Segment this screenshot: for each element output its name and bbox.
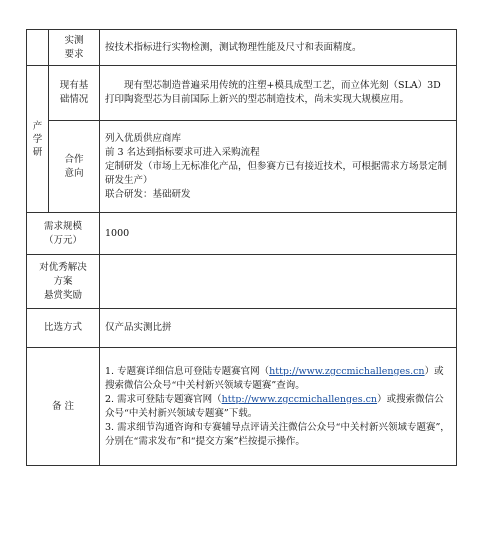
competition-site-link[interactable]: http://www.zgccmichallenges.cn	[269, 365, 425, 377]
notes-value	[100, 348, 457, 466]
row-notes	[27, 348, 457, 466]
note-item-1	[105, 365, 451, 393]
row-selection-method	[27, 309, 457, 348]
reward-value	[100, 255, 457, 309]
cooperation-option: 前 3 名达到指标要求可进入采购流程	[105, 146, 260, 158]
competition-site-link[interactable]: http://www.zgccmichallenges.cn	[221, 393, 378, 405]
test-requirement-label-line2: 要求	[64, 48, 84, 60]
group-label-char-3: 研	[32, 146, 43, 158]
selection-method-value: 仅产品实测比拼	[100, 309, 457, 348]
demand-scale-label-line1: 需求规模	[43, 220, 82, 232]
cooperation-option: 列入优质供应商库	[105, 132, 182, 144]
group-label-char-2: 学	[32, 133, 43, 145]
row-spacer-cell	[27, 30, 49, 66]
industry-academia-research-group-label	[27, 66, 49, 213]
note-2-text-a: 2. 需求可登陆专题赛官网（	[105, 393, 222, 405]
test-requirement-label-line1: 实测	[64, 34, 84, 46]
current-status-label-line2: 础情况	[59, 94, 89, 105]
note-item-3: 3. 需求细节沟通咨询和专赛辅导点评请关注微信公众号“中关村新兴领域专题赛”，分别在“需求发布”和“提交方案”栏按提示操作。	[105, 421, 450, 447]
note-item-2	[105, 393, 451, 421]
row-reward	[27, 255, 457, 309]
cooperation-intent-label-line2: 意向	[64, 167, 84, 179]
reward-label-line2: 方案	[53, 275, 73, 287]
reward-label-line3: 悬赏奖励	[43, 289, 82, 301]
notes-label: 备 注	[27, 348, 100, 466]
current-status-label	[49, 66, 100, 121]
current-status-label-line1: 现有基	[59, 80, 89, 91]
row-test-requirement	[27, 30, 457, 66]
demand-scale-label	[27, 213, 100, 255]
demand-scale-label-line2: （万元）	[43, 234, 82, 246]
reward-label	[27, 255, 100, 309]
row-demand-scale	[27, 213, 457, 255]
cooperation-option: 定制研发（市场上无标准化产品，但参赛方已有接近技术，可根据需求方场景定制研发生产）	[105, 160, 448, 186]
requirement-table	[26, 29, 457, 466]
demand-scale-value: 1000	[100, 213, 457, 255]
group-label-char-1: 产	[32, 120, 43, 132]
row-current-status	[27, 66, 457, 121]
cooperation-intent-value	[100, 121, 457, 213]
cooperation-option: 联合研发：基础研发	[105, 188, 191, 200]
cooperation-intent-label-line1: 合作	[64, 153, 84, 165]
current-status-value	[100, 66, 457, 121]
note-2-text-b: ）或搜索微信公众号“中关村新兴领域专题赛”下载。	[105, 393, 444, 419]
test-requirement-value: 按技术指标进行实物检测，测试物理性能及尺寸和表面精度。	[100, 30, 457, 66]
selection-method-label: 比选方式	[27, 309, 100, 348]
reward-label-line1: 对优秀解决	[39, 261, 87, 273]
note-1-text-b: ）或搜索微信公众号“中关村新兴领域专题赛”查询。	[105, 365, 444, 391]
current-status-text: 现有型芯制造普遍采用传统的注塑+模具成型工艺，而立体光刻（SLA）3D 打印陶瓷型芯为目前国际上新兴的型芯制造技术，尚未实现大规模应用。	[105, 80, 441, 105]
test-requirement-label	[49, 30, 100, 66]
cooperation-intent-label	[49, 121, 100, 213]
row-cooperation-intent	[27, 121, 457, 213]
note-1-text-a: 1. 专题赛详细信息可登陆专题赛官网（	[105, 365, 270, 377]
